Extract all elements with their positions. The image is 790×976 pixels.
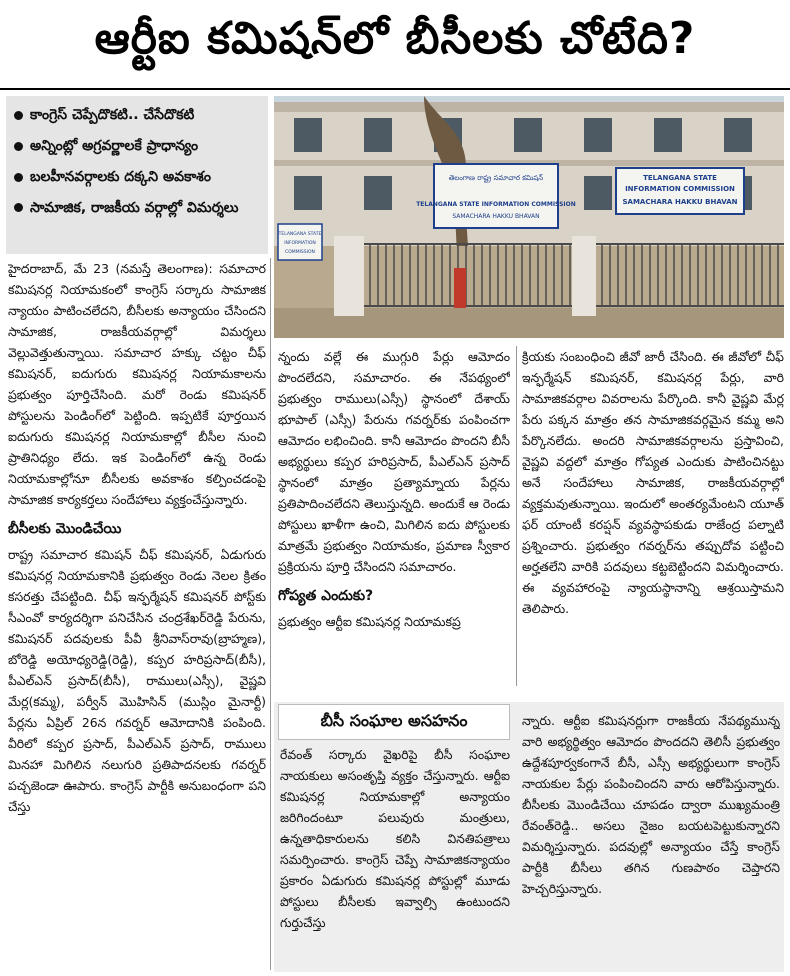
main-sign-telugu: తెలంగాణ రాష్ట్ర సమాచార కమిషన్ — [448, 174, 544, 182]
right-sign-line3: SAMACHARA HAKKU BHAVAN — [622, 198, 738, 206]
roof-band — [274, 102, 784, 112]
summary-box — [6, 96, 268, 254]
summary-item — [12, 162, 262, 193]
summary-item — [12, 100, 262, 131]
column-1-body: రాష్ట్ర సమాచార కమిషన్ చీఫ్ కమిషనర్, ఏడుగురు కమిషనర్ల నియామకానికి ప్రభుత్వం రెండు నెలల క్రితం కసరత్తు చేపట్టింది. చీఫ్ ఇన్ఫర్మేషన్ కమిషనర్ పోస్ట్‌కు సీఎంవో కార్యదర్శిగా పనిచేసిన చంద్రశేఖర్‌రెడ్డి పేరును, కమిషనర్ పదవులకు పీవీ శ్రీనివాస్‌రావు(బ్రాహ్మణ), బోరెడ్డి అయోధ్యరెడ్డి(రెడ్డి), కప్పర హరిప్రసాద్(బీసీ), పీఎల్‌ఎన్ ప్రసాద్(బీసీ), రాములు(ఎస్సీ), వైష్ణవి మేర్ల(కమ్మ), పర్వీన్ మొహిసిన్ (ముస్లిం మైనార్టీ) పేర్లను ఏప్రిల్ 26న గవర్నర్ ఆమోదానికి పంపింది. వీరిలో కప్పర ప్రసాద్, పీఎల్‌ఎన్ ప్రసాద్, రాములు మినహా మిగిలిన నలుగురి ప్రతిపాదనలకు గవర్నర్ పచ్చజెండా ఊపారు. కాంగ్రెస్ పార్టీకి అనుబంధంగా పని చేస్తు — [8, 547, 266, 814]
column-3-body: క్రియకు సంబంధించి జీవో జారీ చేసింది. ఈ జీవోలో చీఫ్ ఇన్ఫర్మేషన్ కమిషనర్, కమిషనర్ల పేర్లు, వారి సామాజికవర్గాల వివరాలను పేర్కొంది. కానీ వైష్ణవి మేర్ల పేరు పక్కన మాత్రం తన సామాజికవర్గమైన కమ్మ అని పేర్కొనలేదు. అందరి సామాజికవర్గాలను ప్రస్తావించి, వైష్ణవి వద్దలో మాత్రం గోప్యత ఎందుకు పాటించినట్టు అనే సందేహాలు సామాజిక, రాజకీయవర్గాల్లో వ్యక్తమవుతున్నాయి. ఇందులో అంతర్యమేంటని యూత్ ఫర్ యాంటీ కరప్షన్ వ్యవస్థాపకుడు రాజేంద్ర పల్నాటి ప్రశ్నించారు. ప్రభుత్వం గవర్నర్‌ను తప్పుదోవ పట్టించి అర్హతలేని వారికి పదవులు కట్టబెట్టిందని విమర్శించారు. ఈ వ్యవహారంపై న్యాయస్థానాన్ని ఆశ్రయిస్తామని తెలిపారు. — [522, 349, 784, 616]
column-2-tail: ప్రభుత్వం ఆర్టీఐ కమిషనర్ల నియామకప్ర — [278, 614, 461, 629]
sidebar-column-2-body: న్నారు. ఆర్టీఐ కమిషనర్లుగా రాజకీయ నేపథ్యమున్న వారి అభ్యర్థిత్వం ఆమోదం పొందదని తెలిసీ ప్రభుత్వం ఉద్దేశపూర్వకంగానే బీసీ, ఎస్సీ అభ్యర్థులుగా కాంగ్రెస్ నాయకుల పేర్లు పంపించిందని వారు ఆరోపిస్తున్నారు. బీసీలకు మొండిచేయి చూపడం ద్వారా ముఖ్యమంత్రి రేవంత్‌రెడ్డి.. అసలు నైజం బయటపెట్టుకున్నారని విమర్శిస్తున్నారు. పదవుల్లో అన్యాయం చేస్తే కాంగ్రెస్ పార్టీకి బీసీలు తగిన గుణపాఠం చెప్తారని హెచ్చరిస్తున్నారు. — [522, 713, 780, 896]
sidebar-column-1-body: రేవంత్ సర్కారు వైఖరిపై బీసీ సంఘాల నాయకులు అసంతృప్తి వ్యక్తం చేస్తున్నారు. ఆర్టీఐ కమిషనర్ల నియామకాల్లో అన్యాయం జరిగిందంటూ పలువురు మంత్రులు, ఉన్నతాధికారులను కలిసి వినతిపత్రాలు సమర్పించారు. కాంగ్రెస్ చెప్పే సామాజికన్యాయం ప్రకారం ఏడుగురు కమిషనర్ల పోస్టుల్లో మూడు పోస్టులు బీసీలకు ఇవ్వాల్సి ఉంటుందని గుర్తుచేస్తు — [280, 747, 510, 930]
subheading-secrecy: గోప్యత ఎందుకు? — [278, 588, 374, 604]
bullet-dot-icon — [14, 142, 23, 151]
summary-item — [12, 193, 262, 219]
summary-item-text: సామాజిక, రాజకీయ వర్గాల్లో విమర్శలు — [30, 200, 239, 216]
column-2 — [278, 346, 510, 686]
sidebar-title: బీసీ సంఘాల అసహనం — [278, 704, 510, 740]
right-sign-line2: INFORMATION COMMISSION — [625, 185, 735, 193]
left-sign-line1: TELANGANA STATE — [278, 232, 322, 237]
column-divider — [270, 258, 271, 970]
column-1 — [8, 258, 266, 970]
gate-pillar-left — [334, 236, 364, 316]
building-photo-illustration — [274, 96, 784, 338]
headline-rule — [0, 88, 790, 90]
lead-paragraph: హైదరాబాద్, మే 23 (నమస్తే తెలంగాణ): సమాచార కమిషనర్ల నియామకంలో కాంగ్రెస్ సర్కారు సామాజిక న్యాయం పాటించలేదని, బీసీలకు అన్యాయం చేసిందని సామాజిక, రాజకీయవర్గాల్లో విమర్శలు వెల్లువెత్తుతున్నాయి. సమాచార హక్కు చట్టం చీఫ్ కమిషనర్, ఐదుగురు కమిషనర్ల నియామకాలను ప్రభుత్వం పూర్తిచేసింది. మరో రెండు కమిషనర్ పోస్టులను పెండింగ్‌లో పెట్టింది. ఇప్పటికే పూర్తయిన ఐదుగురు కమిషనర్ల నియామకాల్లో బీసీల నుంచి ప్రాతినిధ్యం లేదు. ఇక పెండింగ్‌లో ఉన్న రెండు నియామకాల్లోనూ బీసీలకు అవకాశం కల్పించడంపై సామాజిక కార్యకర్తలు సందేహాలు వ్యక్తంచేస్తున్నారు. — [8, 261, 266, 507]
bullet-dot-icon — [14, 173, 23, 182]
gate-pillar-right — [572, 236, 596, 316]
sidebar-column-2 — [522, 710, 780, 970]
column-2-body: న్నందు వల్లే ఈ ముగ్గురి పేర్లు ఆమోదం పొందలేదని, సమాచారం. ఈ నేపథ్యంలో ప్రభుత్వం రాములు(ఎస్సీ) స్థానంలో దేశాయ్ భూపాల్ (ఎస్సీ) పేరును గవర్నర్‌కు పంపించగా ఆమోదం లభించింది. కానీ ఆమోదం పొందని బీసీ అభ్యర్థులు కప్పర హరిప్రసాద్, పీఎల్‌ఎన్ ప్రసాద్ స్థానంలో మాత్రం ప్రత్యామ్నాయ పేర్లను ప్రతిపాదించలేదని తెలుస్తున్నది. అందుకే ఆ రెండు పోస్టులు ఖాళీగా ఉంచి, మిగిలిన ఐదు పోస్టులకు మాత్రమే ప్రభుత్వం నియామకం, ప్రమాణ స్వీకార ప్రక్రియను పూర్తి చేసిందని సమాచారం. — [278, 349, 510, 574]
sidebar-column-1 — [280, 744, 510, 970]
bullet-dot-icon — [14, 203, 23, 212]
main-sign-bhavan: SAMACHARA HAKKU BHAVAN — [452, 213, 540, 220]
summary-item — [12, 131, 262, 162]
column-3 — [522, 346, 784, 686]
main-sign-english: TELANGANA STATE INFORMATION COMMISSION — [416, 201, 576, 208]
summary-item-text: అన్నింట్లో అగ్రవర్ణాలకే ప్రాధాన్యం — [30, 138, 199, 154]
fire-hydrant — [454, 268, 466, 308]
left-sign-line2: INFORMATION — [284, 241, 316, 246]
column-divider — [516, 346, 517, 686]
right-sign-line1: TELANGANA STATE — [643, 174, 717, 182]
summary-item-text: బలహీనవర్గాలకు దక్కని అవకాశం — [30, 169, 211, 185]
building-photo — [274, 96, 784, 338]
left-sign-line3: COMMISSION — [285, 250, 315, 255]
subheading-bc: బీసీలకు మొండిచేయి — [8, 521, 122, 537]
summary-list — [12, 100, 262, 219]
bullet-dot-icon — [14, 111, 23, 120]
summary-item-text: కాంగ్రెస్ చెప్పేదొకటి.. చేసేదొకటి — [30, 107, 195, 123]
headline: ఆర్టీఐ కమిషన్‌లో బీసీలకు చోటేది? — [94, 13, 696, 64]
